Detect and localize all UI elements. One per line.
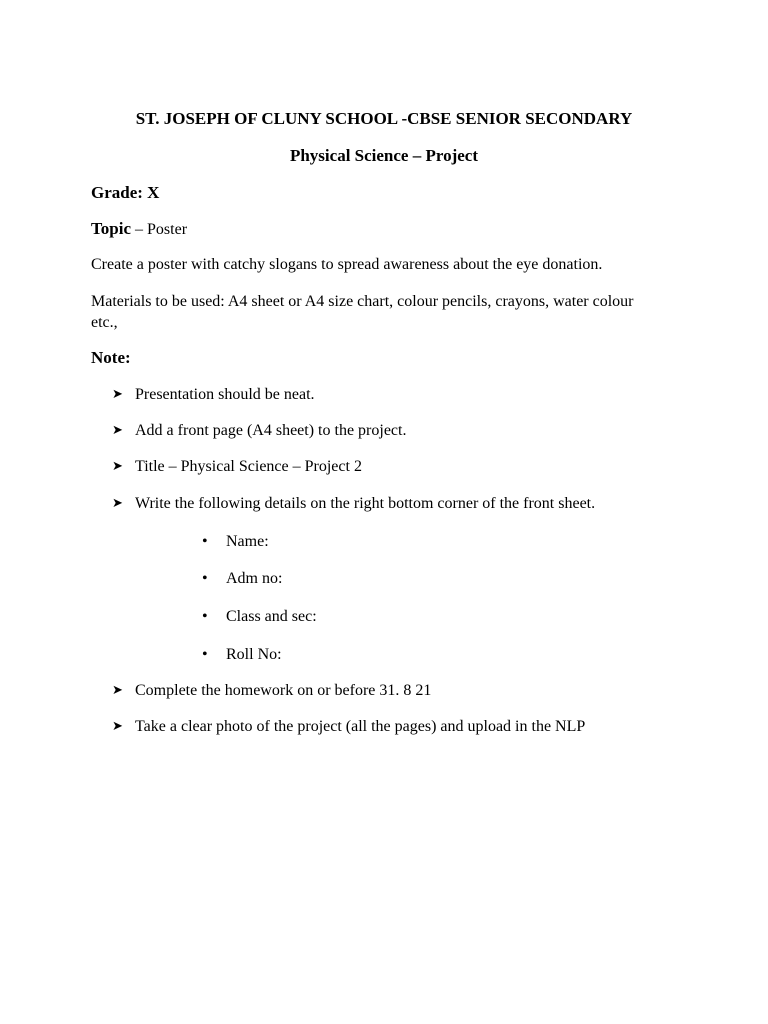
note-item-text: Title – Physical Science – Project 2 bbox=[135, 458, 362, 475]
subject-title: Physical Science – Project bbox=[289, 146, 479, 165]
note-item bbox=[112, 717, 585, 737]
detail-item bbox=[202, 532, 269, 552]
round-bullet-icon: • bbox=[202, 646, 208, 663]
detail-item-text: Adm no: bbox=[226, 570, 283, 587]
topic-value: – Poster bbox=[131, 221, 188, 238]
note-item-text: Add a front page (A4 sheet) to the project. bbox=[135, 422, 407, 439]
note-item bbox=[112, 457, 362, 477]
grade-label: Grade: X bbox=[91, 183, 160, 202]
detail-item-text: Roll No: bbox=[226, 646, 282, 663]
note-item-text: Complete the homework on or before 31. 8 21 bbox=[135, 682, 432, 699]
note-item-text: Take a clear photo of the project (all the pages) and upload in the NLP bbox=[135, 718, 586, 735]
note-item bbox=[112, 421, 406, 441]
detail-item-text: Class and sec: bbox=[226, 608, 317, 625]
topic-label: Topic bbox=[91, 219, 132, 238]
round-bullet-icon: • bbox=[202, 608, 208, 625]
detail-item bbox=[202, 569, 282, 589]
arrowhead-bullet-icon: ➤ bbox=[112, 683, 123, 698]
arrowhead-bullet-icon: ➤ bbox=[112, 387, 123, 402]
arrowhead-bullet-icon: ➤ bbox=[112, 496, 123, 511]
detail-item-text: Name: bbox=[226, 533, 269, 550]
materials-text: Materials to be used: A4 sheet or A4 size chart, colour pencils, crayons, water colour etc., bbox=[91, 293, 634, 331]
arrowhead-bullet-icon: ➤ bbox=[112, 719, 123, 734]
topic-line bbox=[91, 219, 187, 240]
note-item bbox=[112, 385, 315, 405]
note-item-text: Presentation should be neat. bbox=[135, 386, 315, 403]
round-bullet-icon: • bbox=[202, 533, 208, 550]
detail-item bbox=[202, 607, 317, 627]
instruction-text: Create a poster with catchy slogans to spread awareness about the eye donation. bbox=[91, 256, 603, 273]
note-item-text: Write the following details on the right bottom corner of the front sheet. bbox=[135, 495, 596, 512]
detail-item bbox=[202, 645, 282, 665]
note-label: Note: bbox=[91, 348, 131, 367]
school-title: ST. JOSEPH OF CLUNY SCHOOL -CBSE SENIOR SECONDARY bbox=[135, 109, 633, 128]
arrowhead-bullet-icon: ➤ bbox=[112, 423, 123, 438]
note-item bbox=[112, 681, 431, 701]
arrowhead-bullet-icon: ➤ bbox=[112, 459, 123, 474]
note-item bbox=[112, 494, 595, 514]
round-bullet-icon: • bbox=[202, 570, 208, 587]
